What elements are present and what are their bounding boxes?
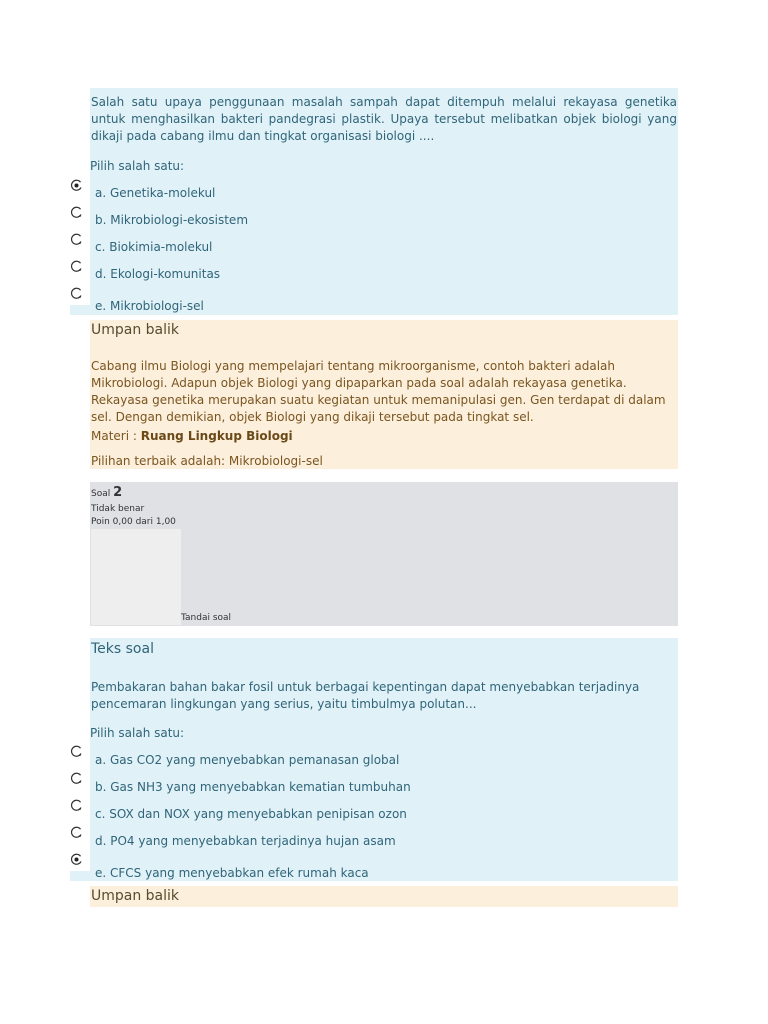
radio-dot xyxy=(75,184,79,188)
q1-option-e[interactable]: e. Mikrobiologi-sel xyxy=(95,299,204,313)
q2-option-c[interactable]: c. SOX dan NOX yang menyebabkan penipisan ozon xyxy=(95,807,407,821)
q1-option-b[interactable]: b. Mikrobiologi-ekosistem xyxy=(95,213,249,227)
feedback-1-materi xyxy=(91,428,671,445)
q1-option-c[interactable]: c. Biokimia-molekul xyxy=(95,240,213,254)
flag-area xyxy=(91,529,181,625)
materi-value: Ruang Lingkup Biologi xyxy=(140,429,293,443)
q1-radio-c[interactable] xyxy=(70,233,83,246)
materi-label: Materi : xyxy=(91,429,141,443)
q1-radio-d[interactable] xyxy=(70,260,83,273)
question-2-prompt: Pilih salah satu: xyxy=(90,726,185,740)
radio-dot xyxy=(75,858,79,862)
feedback-1-panel xyxy=(90,320,678,469)
q1-radio-a[interactable] xyxy=(70,179,83,192)
q1-radio-b[interactable] xyxy=(70,206,83,219)
q2-option-d[interactable]: d. PO4 yang menyebabkan terjadinya hujan asam xyxy=(95,834,396,848)
feedback-1-title: Umpan balik xyxy=(91,322,180,338)
q2-option-b[interactable]: b. Gas NH3 yang menyebabkan kematian tumbuhan xyxy=(95,780,411,794)
question-1-text: Salah satu upaya penggunaan masalah sampah dapat ditempuh melalui rekayasa genetika untuk menghasilkan bakteri pandegrasi plastik. Upaya tersebut melibatkan objek biologi yang dikaji pada cabang ilmu dan tingkat organisasi biologi .... xyxy=(91,95,677,143)
q2-option-a[interactable]: a. Gas CO2 yang menyebabkan pemanasan global xyxy=(95,753,400,767)
soal-poin: Poin 0,00 dari 1,00 xyxy=(91,517,176,527)
q2-radio-b[interactable] xyxy=(70,772,83,785)
feedback-2-panel xyxy=(90,886,678,907)
question-2-info-panel xyxy=(90,482,678,626)
feedback-2-title: Umpan balik xyxy=(91,888,180,904)
question-1-prompt: Pilih salah satu: xyxy=(90,159,185,173)
q2-radio-a[interactable] xyxy=(70,745,83,758)
feedback-1-text: Cabang ilmu Biologi yang mempelajari tentang mikroorganisme, contoh bakteri adalah Mikrobiologi. Adapun objek Biologi yang dipaparkan pada soal adalah rekayasa genetika. Rekayasa genetika merupakan suatu kegiatan untuk memanipulasi gen. Gen terdapat di dalam sel. Dengan demikian, objek Biologi yang dikaji tersebut pada tingkat sel. xyxy=(91,359,666,424)
question-2-text: Pembakaran bahan bakar fosil untuk berbagai kepentingan dapat menyebabkan terjadinya pencemaran lingkungan yang serius, yaitu timbulmya polutan... xyxy=(91,680,640,711)
q2-radio-e[interactable] xyxy=(70,853,83,866)
question-2-panel xyxy=(90,638,678,881)
q1-option-d[interactable]: d. Ekologi-komunitas xyxy=(95,267,221,281)
feedback-1-best-answer: Pilihan terbaik adalah: Mikrobiologi-sel xyxy=(91,454,323,468)
flag-question-link[interactable]: Tandai soal xyxy=(181,613,232,623)
soal-number: 2 xyxy=(113,485,123,500)
question-1-panel xyxy=(90,88,678,315)
soal-label: Soal xyxy=(91,489,111,499)
q2-radio-d[interactable] xyxy=(70,826,83,839)
question-2-header: Teks soal xyxy=(91,641,154,657)
q1-option-a[interactable]: a. Genetika-molekul xyxy=(95,186,216,200)
soal-status: Tidak benar xyxy=(91,504,145,514)
q2-radio-c[interactable] xyxy=(70,799,83,812)
q1-radio-e[interactable] xyxy=(70,287,83,300)
soal-label-row xyxy=(91,485,122,500)
q2-option-e[interactable]: e. CFCS yang menyebabkan efek rumah kaca xyxy=(95,866,369,880)
